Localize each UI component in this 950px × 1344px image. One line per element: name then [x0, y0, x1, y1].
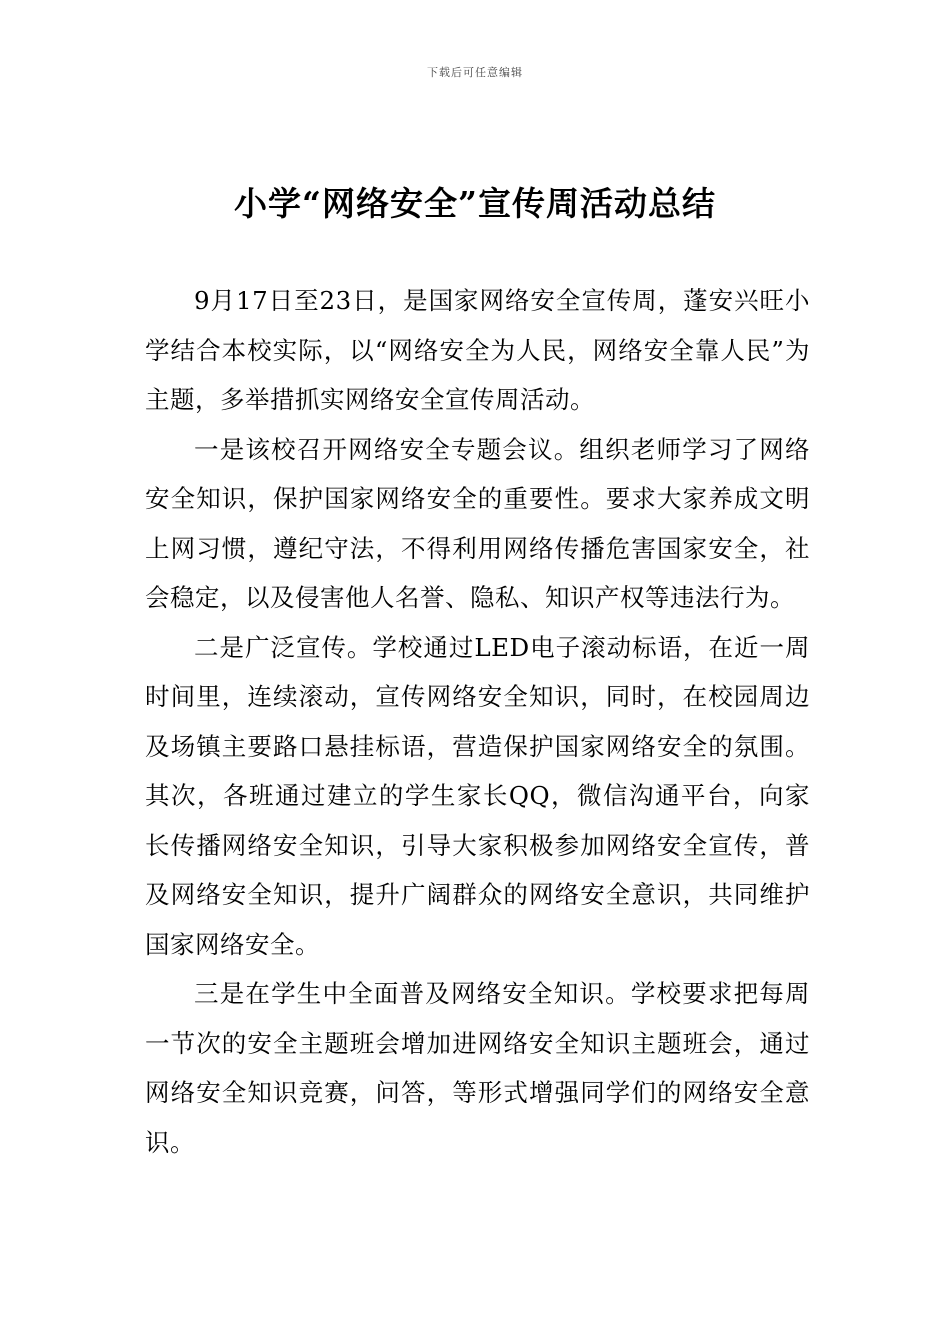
document-title: 小学“网络安全”宣传周活动总结 — [234, 184, 716, 223]
paragraph-intro: 9月17日至23日，是国家网络安全宣传周，蓬安兴旺小学结合本校实际，以“网络安全为人民，网络安全靠人民”为主题，多举措抓实网络安全宣传周活动。 — [145, 286, 810, 414]
document-body — [145, 276, 810, 1167]
paragraph-education: 三是在学生中全面普及网络安全知识。学校要求把每周一节次的安全主题班会增加进网络安全知识主题班会，通过网络安全知识竞赛，问答，等形式增强同学们的网络安全意识。 — [145, 979, 810, 1157]
header-note: 下载后可任意编辑 — [427, 66, 523, 79]
paragraph-publicity: 二是广泛宣传。学校通过LED电子滚动标语，在近一周时间里，连续滚动，宣传网络安全知识，同时，在校园周边及场镇主要路口悬挂标语，营造保护国家网络安全的氛围。其次，各班通过建立的学生家长QQ，微信沟通平台，向家长传播网络安全知识，引导大家积极参加网络安全宣传，普及网络安全知识，提升广阔群众的网络安全意识，共同维护国家网络安全。 — [145, 632, 810, 959]
paragraph-meeting: 一是该校召开网络安全专题会议。组织老师学习了网络安全知识，保护国家网络安全的重要性。要求大家养成文明上网习惯，遵纪守法，不得利用网络传播危害国家安全，社会稳定，以及侵害他人名誉、隐私、知识产权等违法行为。 — [145, 434, 810, 612]
